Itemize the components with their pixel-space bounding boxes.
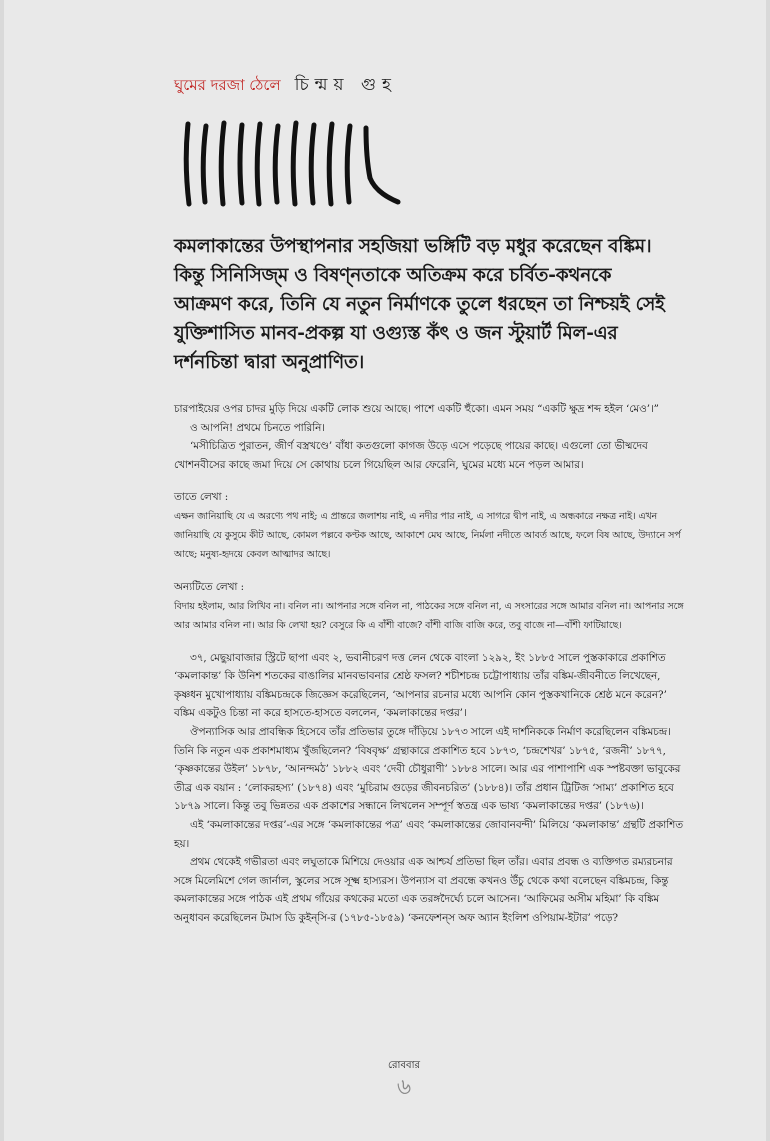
magazine-name: রোববার [388,1060,420,1071]
paragraph: ও আপনি! প্রথমে চিনতে পারিনি। [190,421,325,434]
paragraph: প্রথম থেকেই গভীরতা এবং লঘুতাকে মিশিয়ে দেওয়ার এক আশ্চর্য প্রতিভা ছিল তাঁর। এবার প্রবন্ধ ও ব্যক্তিগত রম্যরচনার সঙ্গে মিলেমিশে গেল জার্নাল, স্কুলের সঙ্গে সূক্ষ্ম হাস্যরস। উপন্যাস বা প্রবন্ধে কখনও উঁচু থেকে কথা বলেছেন বঙ্কিমচন্দ্র, কিন্তু কমলাকান্তের সঙ্গে পাঠক এই প্রথম গাঁয়ের কথকের মতো এক তরঙ্গদৈর্ঘ্যে চলে আসেন। ‘আফিমের অসীম মহিমা’ কি বঙ্কিম অনুধাবন করেছিলেন টমাস ডি কুইন্‌সি-র (১৭৮৫-১৮৫৯) ‘কনফেশন্‌স অফ অ্যান ইংলিশ ওপিয়াম-ইটার’ পড়ে? [174,856,673,924]
article-header [174,72,397,100]
quote-label: তাতে লেখা : [174,491,229,504]
pull-quote: কমলাকান্তের উপস্থাপনার সহজিয়া ভঙ্গিটি বড় মধুর করেছেন বঙ্কিম। কিন্তু সিনিসিজ্‌ম ও বিষণ্নতাকে অতিক্রম করে চর্বিত-কথনকে আক্রমণ করে, তিনি যে নতুন নির্মাণকে তুলে ধরছেন তা নিশ্চয়ই সেই যুক্তিশাসিত মানব-প্রকল্প যা ওগ্যুস্ত কঁৎ ও জন স্টুয়ার্ট মিল-এর দর্শনচিন্তা দ্বারা অনুপ্রাণিত। [174,236,665,373]
paragraph: ৩৭, মেছুয়াবাজার স্ট্রিটে ছাপা এবং ২, ভবানীচরণ দত্ত লেন থেকে বাংলা ১২৯২, ইং ১৮৮৫ সালে পুস্তকাকারে প্রকাশিত ‘কমলাকান্ত’ কি উনিশ শতকের বাঙালির মানবভাবনার শ্রেষ্ঠ ফসল? শচীশচন্দ্র চট্টোপাধ্যায় তাঁর বঙ্কিম-জীবনীতে লিখেছেন, কৃষ্ণধন মুখোপাধ্যায় বঙ্কিমচন্দ্রকে জিজ্ঞেস করেছিলেন, ‘আপনার রচনার মধ্যে আপনি কোন পুস্তকখানিকে শ্রেষ্ঠ মনে করেন?’ বঙ্কিম একটুও চিন্তা না করে হাসতে-হাসতে বললেন, ‘কমলাকান্তের দপ্তর’। [174,651,667,720]
paragraph: ‘মসীচিত্রিত পুরাতন, জীর্ণ বস্ত্রখণ্ডে’ বাঁধা কতগুলো কাগজ উড়ে এসে পড়েছে পায়ের কাছে। এগুলো তো ভীষ্মদেব খোশনবীসের কাছে জমা দিয়ে সে কোথায় চলে গিয়েছিল আর ফেরেনি, ঘুমের মধ্যে মনে পড়ল আমার। [174,440,648,471]
author-name: চিন্ময় গুহ [294,75,397,95]
article-body [174,400,686,927]
series-title: ঘুমের দরজা ঠেলে [174,76,281,94]
block-quote: এক্ষন জানিয়াছি যে এ অরণ্যে পথ নাই; এ প্রান্তরে জলাশয় নাই, এ নদীর পার নাই, এ সাগরে দ্বীপ নাই, এ অন্ধকারে নক্ষত্র নাই। এখন জানিয়াছি যে কুসুমে কীট আছে, কোমল পল্লবে কণ্টক আছে, আকাশে মেঘ আছে, নির্মলা নদীতে আবর্ত আছে, ফলে বিষ আছে, উদ্যানে সর্প আছে; মনুষ্য-হৃদয়ে কেবল আত্মাদর আছে। [174,510,681,560]
block-quote: বিদায় হইলাম, আর লিখিব না। বনিল না। আপনার সঙ্গে বনিল না, পাঠকের সঙ্গে বনিল না, এ সংসারের সঙ্গে আমার বনিল না। আপনার সঙ্গে আর আমার বনিল না। আর কি লেখা হয়? বেসুরে কি এ বাঁশী বাজে? বাঁশী বাজি বাজি করে, তবু বাজে না—বাঁশী ফাটিয়াছে। [174,600,684,631]
paragraph: এই ‘কমলাকান্তের দপ্তর’-এর সঙ্গে ‘কমলাকান্তের পত্র’ এবং ‘কমলাকান্তের জোবানবন্দী’ মিলিয়ে ‘কমলাকান্ত’ গ্রন্থটি প্রকাশিত হয়। [174,818,684,850]
magazine-page [4,0,766,1141]
quote-label: অন্যটিতে লেখা : [174,580,245,593]
page-number: ৬ [396,1075,412,1100]
brush-strokes-graphic [180,118,410,208]
paragraph: চারপাইয়ের ওপর চাদর মুড়ি দিয়ে একটি লোক শুয়ে আছে। পাশে একটি হুঁকো। এমন সময় “একটি ক্ষুদ্র শব্দ হইল ‘মেও’।” [174,403,659,415]
paragraph: ঔপন্যাসিক আর প্রাবন্ধিক হিসেবে তাঁর প্রতিভার তুঙ্গে দাঁড়িয়ে ১৮৭৩ সালে এই দার্শনিককে নির্মাণ করেছিলেন বঙ্কিমচন্দ্র। তিনি কি নতুন এক প্রকাশমাধ্যম খুঁজছিলেন? ‘বিষবৃক্ষ’ গ্রন্থাকারে প্রকাশিত হবে ১৮৭৩, ‘চন্দ্রশেখর’ ১৮৭৫, ‘রজনী’ ১৮৭৭, ‘কৃষ্ণকান্তের উইল’ ১৮৭৮, ‘আনন্দমঠ’ ১৮৮২ এবং ‘দেবী চৌধুরাণী’ ১৮৮৪ সালে। আর এর পাশাপাশি এক স্পষ্টবক্তা ভাবুকের তীব্র এক বয়ান : ‘লোকরহস্য’ (১৮৭৪) এবং ‘মুচিরাম গুড়ের জীবনচরিত’ (১৮৮৪)। তাঁর প্রধান ট্রিটিজ ‘সাম্য’ প্রকাশিত হবে ১৮৭৯ সালে। কিন্তু তবু ভিন্নতর এক প্রকাশের সন্ধানে লিখলেন সম্পূর্ণ স্বতন্ত্র এক ভাষ্য ‘কমলাকান্তের দপ্তর’ (১৮৭৬)। [174,725,681,813]
